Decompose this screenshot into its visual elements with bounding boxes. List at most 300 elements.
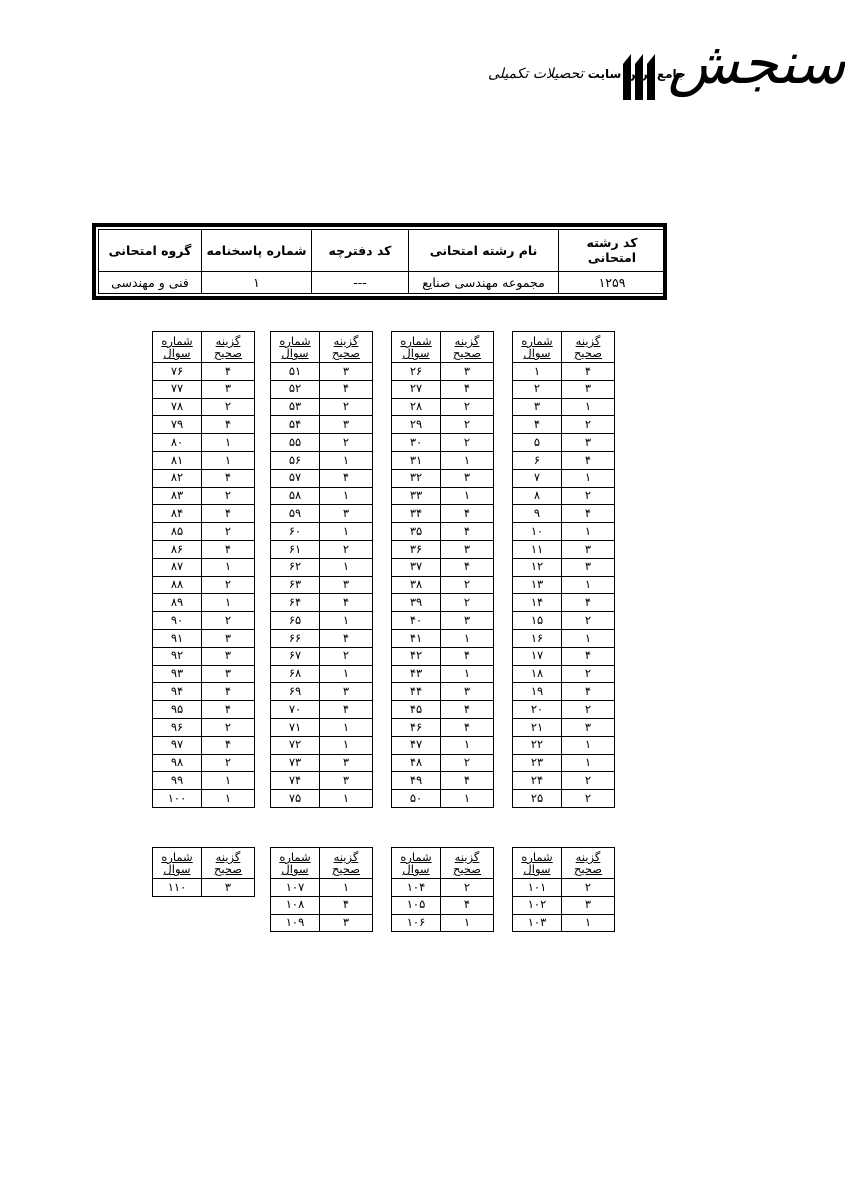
correct-answer-cell: ۳ [320, 772, 373, 790]
correct-answer-cell: ۲ [441, 754, 494, 772]
question-number-cell: ۸۸ [153, 576, 202, 594]
correct-answer-cell: ۴ [320, 594, 373, 612]
correct-answer-cell: ۲ [562, 879, 615, 897]
correct-answer-cell: ۳ [562, 558, 615, 576]
question-number-cell: ۶۸ [271, 665, 320, 683]
question-number-cell: ۲۳ [513, 754, 562, 772]
value-answer-sheet-number: ۱ [202, 271, 312, 293]
correct-answer-cell: ۳ [320, 363, 373, 381]
correct-answer-cell: ۴ [441, 380, 494, 398]
correct-answer-cell: ۳ [320, 914, 373, 932]
question-number-cell: ۱۰۷ [271, 879, 320, 897]
question-number-cell: ۸۰ [153, 434, 202, 452]
header-field-code: کد رشته امتحانی [559, 230, 666, 272]
answer-row [153, 434, 255, 452]
answer-row [513, 594, 615, 612]
answer-row [392, 896, 494, 914]
answer-row [392, 434, 494, 452]
answer-row [153, 576, 255, 594]
correct-answer-cell: ۲ [441, 576, 494, 594]
correct-answer-cell: ۳ [441, 612, 494, 630]
question-number-cell: ۱۹ [513, 683, 562, 701]
correct-answer-cell: ۴ [202, 505, 255, 523]
answer-group-5 [512, 847, 615, 932]
question-number-cell: ۹۴ [153, 683, 202, 701]
col-header-correct-answer: گزینه صحیح [441, 332, 494, 363]
correct-answer-cell: ۴ [202, 540, 255, 558]
question-number-cell: ۱۰۲ [513, 896, 562, 914]
question-number-cell: ۲۸ [392, 398, 441, 416]
answer-row [392, 380, 494, 398]
question-number-cell: ۸۷ [153, 558, 202, 576]
logo-tagline-italic: تحصیلات تکمیلی [488, 66, 584, 82]
col-header-correct-answer: گزینه صحیح [320, 332, 373, 363]
answer-row [153, 487, 255, 505]
answer-row [153, 363, 255, 381]
question-number-cell: ۲۵ [513, 790, 562, 808]
question-number-cell: ۵۵ [271, 434, 320, 452]
question-number-cell: ۳۴ [392, 505, 441, 523]
correct-answer-cell: ۴ [562, 594, 615, 612]
question-number-cell: ۹۶ [153, 718, 202, 736]
answer-row [392, 612, 494, 630]
question-number-cell: ۸۹ [153, 594, 202, 612]
question-number-cell: ۹۸ [153, 754, 202, 772]
header-answer-sheet-number: شماره پاسخنامه [202, 230, 312, 272]
col-header-question-number: شماره سوال [153, 332, 202, 363]
question-number-cell: ۳۱ [392, 451, 441, 469]
question-number-cell: ۴۰ [392, 612, 441, 630]
question-number-cell: ۳۵ [392, 523, 441, 541]
answer-row [271, 523, 373, 541]
answer-row [392, 469, 494, 487]
answer-row [271, 398, 373, 416]
sanjesh-logo [488, 28, 845, 118]
correct-answer-cell: ۲ [202, 754, 255, 772]
question-number-cell: ۱۱ [513, 540, 562, 558]
answer-row [392, 594, 494, 612]
answer-row [271, 487, 373, 505]
col-header-correct-answer: گزینه صحیح [441, 848, 494, 879]
value-field-code: ۱۲۵۹ [559, 271, 666, 293]
question-number-cell: ۲۱ [513, 718, 562, 736]
correct-answer-cell: ۴ [202, 363, 255, 381]
logo-tagline [488, 66, 686, 82]
correct-answer-cell: ۲ [202, 523, 255, 541]
answer-row [271, 434, 373, 452]
correct-answer-cell: ۱ [562, 398, 615, 416]
question-number-cell: ۵۸ [271, 487, 320, 505]
answer-row [271, 914, 373, 932]
question-number-cell: ۳۷ [392, 558, 441, 576]
question-number-cell: ۵۶ [271, 451, 320, 469]
answer-row [513, 540, 615, 558]
correct-answer-cell: ۴ [562, 363, 615, 381]
answer-row [513, 612, 615, 630]
correct-answer-cell: ۳ [320, 505, 373, 523]
answer-row [153, 879, 255, 897]
correct-answer-cell: ۴ [562, 505, 615, 523]
answer-row [153, 451, 255, 469]
answer-row [271, 558, 373, 576]
question-number-cell: ۲۴ [513, 772, 562, 790]
question-number-cell: ۹۲ [153, 647, 202, 665]
correct-answer-cell: ۳ [202, 380, 255, 398]
answer-row [271, 736, 373, 754]
correct-answer-cell: ۳ [320, 576, 373, 594]
question-number-cell: ۵۲ [271, 380, 320, 398]
question-number-cell: ۴۶ [392, 718, 441, 736]
correct-answer-cell: ۱ [320, 718, 373, 736]
answer-row [153, 469, 255, 487]
correct-answer-cell: ۴ [202, 683, 255, 701]
correct-answer-cell: ۱ [320, 451, 373, 469]
question-number-cell: ۱۲ [513, 558, 562, 576]
question-number-cell: ۱۰۶ [392, 914, 441, 932]
correct-answer-cell: ۱ [441, 487, 494, 505]
question-number-cell: ۵ [513, 434, 562, 452]
correct-answer-cell: ۲ [562, 701, 615, 719]
correct-answer-cell: ۲ [202, 612, 255, 630]
correct-answer-cell: ۱ [320, 790, 373, 808]
correct-answer-cell: ۳ [320, 416, 373, 434]
question-number-cell: ۴۵ [392, 701, 441, 719]
answer-row [392, 790, 494, 808]
question-number-cell: ۱۰۸ [271, 896, 320, 914]
correct-answer-cell: ۲ [441, 416, 494, 434]
correct-answer-cell: ۳ [562, 540, 615, 558]
correct-answer-cell: ۱ [562, 469, 615, 487]
answer-group-7 [270, 847, 373, 932]
col-header-question-number: شماره سوال [271, 848, 320, 879]
answer-row [392, 363, 494, 381]
answer-group-6 [391, 847, 494, 932]
question-number-cell: ۶ [513, 451, 562, 469]
answer-row [271, 718, 373, 736]
correct-answer-cell: ۲ [202, 398, 255, 416]
question-number-cell: ۳ [513, 398, 562, 416]
question-number-cell: ۲۶ [392, 363, 441, 381]
answer-group-1 [512, 331, 615, 808]
answer-row [513, 896, 615, 914]
correct-answer-cell: ۳ [562, 434, 615, 452]
question-number-cell: ۷۰ [271, 701, 320, 719]
correct-answer-cell: ۲ [441, 879, 494, 897]
correct-answer-cell: ۱ [320, 665, 373, 683]
correct-answer-cell: ۴ [441, 523, 494, 541]
exam-info-table [92, 223, 667, 300]
correct-answer-cell: ۱ [441, 736, 494, 754]
question-number-cell: ۱۰۱ [513, 879, 562, 897]
logo-script-text: سنجش [668, 29, 845, 97]
answer-row [513, 629, 615, 647]
answer-row [513, 416, 615, 434]
correct-answer-cell: ۱ [441, 914, 494, 932]
question-number-cell: ۳۰ [392, 434, 441, 452]
answer-row [392, 416, 494, 434]
answer-row [392, 718, 494, 736]
correct-answer-cell: ۲ [320, 647, 373, 665]
correct-answer-cell: ۲ [562, 612, 615, 630]
question-number-cell: ۸۵ [153, 523, 202, 541]
correct-answer-cell: ۴ [441, 896, 494, 914]
correct-answer-cell: ۱ [320, 523, 373, 541]
answer-row [513, 879, 615, 897]
question-number-cell: ۱۰۳ [513, 914, 562, 932]
question-number-cell: ۱۷ [513, 647, 562, 665]
header-field-name: نام رشته امتحانی [409, 230, 559, 272]
answer-row [271, 363, 373, 381]
answer-group-2 [391, 331, 494, 808]
question-number-cell: ۱۶ [513, 629, 562, 647]
answer-row [392, 754, 494, 772]
answer-row [153, 665, 255, 683]
question-number-cell: ۸۱ [153, 451, 202, 469]
correct-answer-cell: ۴ [441, 772, 494, 790]
correct-answer-cell: ۱ [320, 879, 373, 897]
col-header-correct-answer: گزینه صحیح [562, 332, 615, 363]
correct-answer-cell: ۲ [202, 487, 255, 505]
answer-row [392, 772, 494, 790]
answer-row [392, 629, 494, 647]
answer-row [271, 790, 373, 808]
question-number-cell: ۷ [513, 469, 562, 487]
answer-row [271, 612, 373, 630]
correct-answer-cell: ۴ [202, 736, 255, 754]
answer-row [271, 701, 373, 719]
question-number-cell: ۵۰ [392, 790, 441, 808]
answer-row [153, 790, 255, 808]
correct-answer-cell: ۳ [441, 683, 494, 701]
value-field-name: مجموعه مهندسی صنایع [409, 271, 559, 293]
correct-answer-cell: ۲ [441, 594, 494, 612]
question-number-cell: ۲۷ [392, 380, 441, 398]
question-number-cell: ۳۸ [392, 576, 441, 594]
question-number-cell: ۶۷ [271, 647, 320, 665]
answer-row [271, 683, 373, 701]
question-number-cell: ۴۳ [392, 665, 441, 683]
answer-row [513, 736, 615, 754]
answer-row [153, 647, 255, 665]
answer-row [153, 772, 255, 790]
answer-row [392, 558, 494, 576]
correct-answer-cell: ۱ [320, 612, 373, 630]
answer-row [271, 451, 373, 469]
question-number-cell: ۹۱ [153, 629, 202, 647]
correct-answer-cell: ۳ [441, 363, 494, 381]
correct-answer-cell: ۴ [320, 701, 373, 719]
answer-row [271, 879, 373, 897]
answer-row [392, 701, 494, 719]
answer-row [392, 576, 494, 594]
question-number-cell: ۴۸ [392, 754, 441, 772]
question-number-cell: ۷۴ [271, 772, 320, 790]
question-number-cell: ۶۴ [271, 594, 320, 612]
question-number-cell: ۷۱ [271, 718, 320, 736]
correct-answer-cell: ۱ [441, 665, 494, 683]
question-number-cell: ۱۴ [513, 594, 562, 612]
answer-row [271, 896, 373, 914]
question-number-cell: ۸ [513, 487, 562, 505]
correct-answer-cell: ۲ [320, 398, 373, 416]
question-number-cell: ۳۹ [392, 594, 441, 612]
correct-answer-cell: ۳ [202, 879, 255, 897]
answer-row [513, 701, 615, 719]
correct-answer-cell: ۲ [202, 718, 255, 736]
correct-answer-cell: ۱ [320, 558, 373, 576]
col-header-question-number: شماره سوال [271, 332, 320, 363]
answer-row [271, 540, 373, 558]
answer-row [271, 754, 373, 772]
answer-row [513, 754, 615, 772]
answer-row [153, 416, 255, 434]
answer-row [271, 594, 373, 612]
value-booklet-code: --- [312, 271, 409, 293]
question-number-cell: ۴ [513, 416, 562, 434]
question-number-cell: ۲ [513, 380, 562, 398]
correct-answer-cell: ۱ [202, 790, 255, 808]
answer-row [392, 523, 494, 541]
question-number-cell: ۱۰۴ [392, 879, 441, 897]
col-header-question-number: شماره سوال [392, 848, 441, 879]
correct-answer-cell: ۱ [202, 558, 255, 576]
col-header-correct-answer: گزینه صحیح [202, 848, 255, 879]
correct-answer-cell: ۳ [441, 469, 494, 487]
question-number-cell: ۱۰ [513, 523, 562, 541]
correct-answer-cell: ۴ [441, 647, 494, 665]
correct-answer-cell: ۲ [320, 540, 373, 558]
question-number-cell: ۴۱ [392, 629, 441, 647]
answer-row [271, 469, 373, 487]
answer-row [513, 772, 615, 790]
answer-row [271, 647, 373, 665]
correct-answer-cell: ۱ [562, 736, 615, 754]
answer-row [513, 398, 615, 416]
correct-answer-cell: ۱ [202, 434, 255, 452]
answer-row [153, 505, 255, 523]
answer-group-4 [152, 331, 255, 808]
correct-answer-cell: ۱ [202, 772, 255, 790]
question-number-cell: ۲۰ [513, 701, 562, 719]
question-number-cell: ۸۴ [153, 505, 202, 523]
header-booklet-code: کد دفترچه [312, 230, 409, 272]
answer-row [392, 736, 494, 754]
answer-group-3 [270, 331, 373, 808]
col-header-correct-answer: گزینه صحیح [320, 848, 373, 879]
correct-answer-cell: ۲ [562, 772, 615, 790]
correct-answer-cell: ۴ [320, 629, 373, 647]
answer-row [271, 576, 373, 594]
logo-tagline-main: جامع ترین سایت [587, 67, 686, 81]
answer-row [513, 487, 615, 505]
correct-answer-cell: ۴ [320, 380, 373, 398]
correct-answer-cell: ۱ [441, 790, 494, 808]
question-number-cell: ۴۴ [392, 683, 441, 701]
answer-row [513, 790, 615, 808]
question-number-cell: ۶۱ [271, 540, 320, 558]
correct-answer-cell: ۳ [202, 647, 255, 665]
correct-answer-cell: ۴ [441, 718, 494, 736]
correct-answer-cell: ۴ [202, 701, 255, 719]
correct-answer-cell: ۴ [562, 683, 615, 701]
correct-answer-cell: ۱ [562, 754, 615, 772]
answer-row [392, 683, 494, 701]
answer-row [513, 363, 615, 381]
question-number-cell: ۳۳ [392, 487, 441, 505]
correct-answer-cell: ۳ [562, 718, 615, 736]
correct-answer-cell: ۱ [320, 736, 373, 754]
answer-row [392, 914, 494, 932]
correct-answer-cell: ۴ [441, 505, 494, 523]
col-header-correct-answer: گزینه صحیح [202, 332, 255, 363]
answer-row [392, 398, 494, 416]
answer-row [153, 754, 255, 772]
question-number-cell: ۹۵ [153, 701, 202, 719]
answer-row [392, 879, 494, 897]
answer-row [392, 540, 494, 558]
correct-answer-cell: ۳ [320, 683, 373, 701]
correct-answer-cell: ۱ [562, 576, 615, 594]
correct-answer-cell: ۲ [562, 665, 615, 683]
answer-row [153, 558, 255, 576]
correct-answer-cell: ۱ [441, 451, 494, 469]
question-number-cell: ۷۲ [271, 736, 320, 754]
answer-row [153, 540, 255, 558]
answer-row [153, 523, 255, 541]
correct-answer-cell: ۴ [320, 469, 373, 487]
question-number-cell: ۱۸ [513, 665, 562, 683]
answer-row [153, 701, 255, 719]
correct-answer-cell: ۳ [202, 665, 255, 683]
question-number-cell: ۵۷ [271, 469, 320, 487]
question-number-cell: ۴۹ [392, 772, 441, 790]
correct-answer-cell: ۴ [441, 701, 494, 719]
question-number-cell: ۷۷ [153, 380, 202, 398]
question-number-cell: ۱۰۰ [153, 790, 202, 808]
answer-row [513, 505, 615, 523]
correct-answer-cell: ۱ [202, 451, 255, 469]
question-number-cell: ۲۲ [513, 736, 562, 754]
col-header-question-number: شماره سوال [513, 848, 562, 879]
answer-row [392, 451, 494, 469]
question-number-cell: ۹۳ [153, 665, 202, 683]
correct-answer-cell: ۲ [441, 434, 494, 452]
question-number-cell: ۱۵ [513, 612, 562, 630]
correct-answer-cell: ۲ [202, 576, 255, 594]
question-number-cell: ۳۶ [392, 540, 441, 558]
correct-answer-cell: ۴ [441, 558, 494, 576]
question-number-cell: ۶۶ [271, 629, 320, 647]
correct-answer-cell: ۲ [320, 434, 373, 452]
answer-row [153, 718, 255, 736]
answer-row [513, 380, 615, 398]
correct-answer-cell: ۱ [562, 914, 615, 932]
question-number-cell: ۶۹ [271, 683, 320, 701]
correct-answer-cell: ۳ [202, 629, 255, 647]
answer-row [513, 683, 615, 701]
question-number-cell: ۷۵ [271, 790, 320, 808]
answer-row [153, 612, 255, 630]
question-number-cell: ۴۲ [392, 647, 441, 665]
correct-answer-cell: ۴ [562, 647, 615, 665]
question-number-cell: ۹۹ [153, 772, 202, 790]
answer-row [513, 665, 615, 683]
question-number-cell: ۸۳ [153, 487, 202, 505]
answer-row [392, 665, 494, 683]
answer-row [153, 380, 255, 398]
question-number-cell: ۴۷ [392, 736, 441, 754]
question-number-cell: ۹۰ [153, 612, 202, 630]
